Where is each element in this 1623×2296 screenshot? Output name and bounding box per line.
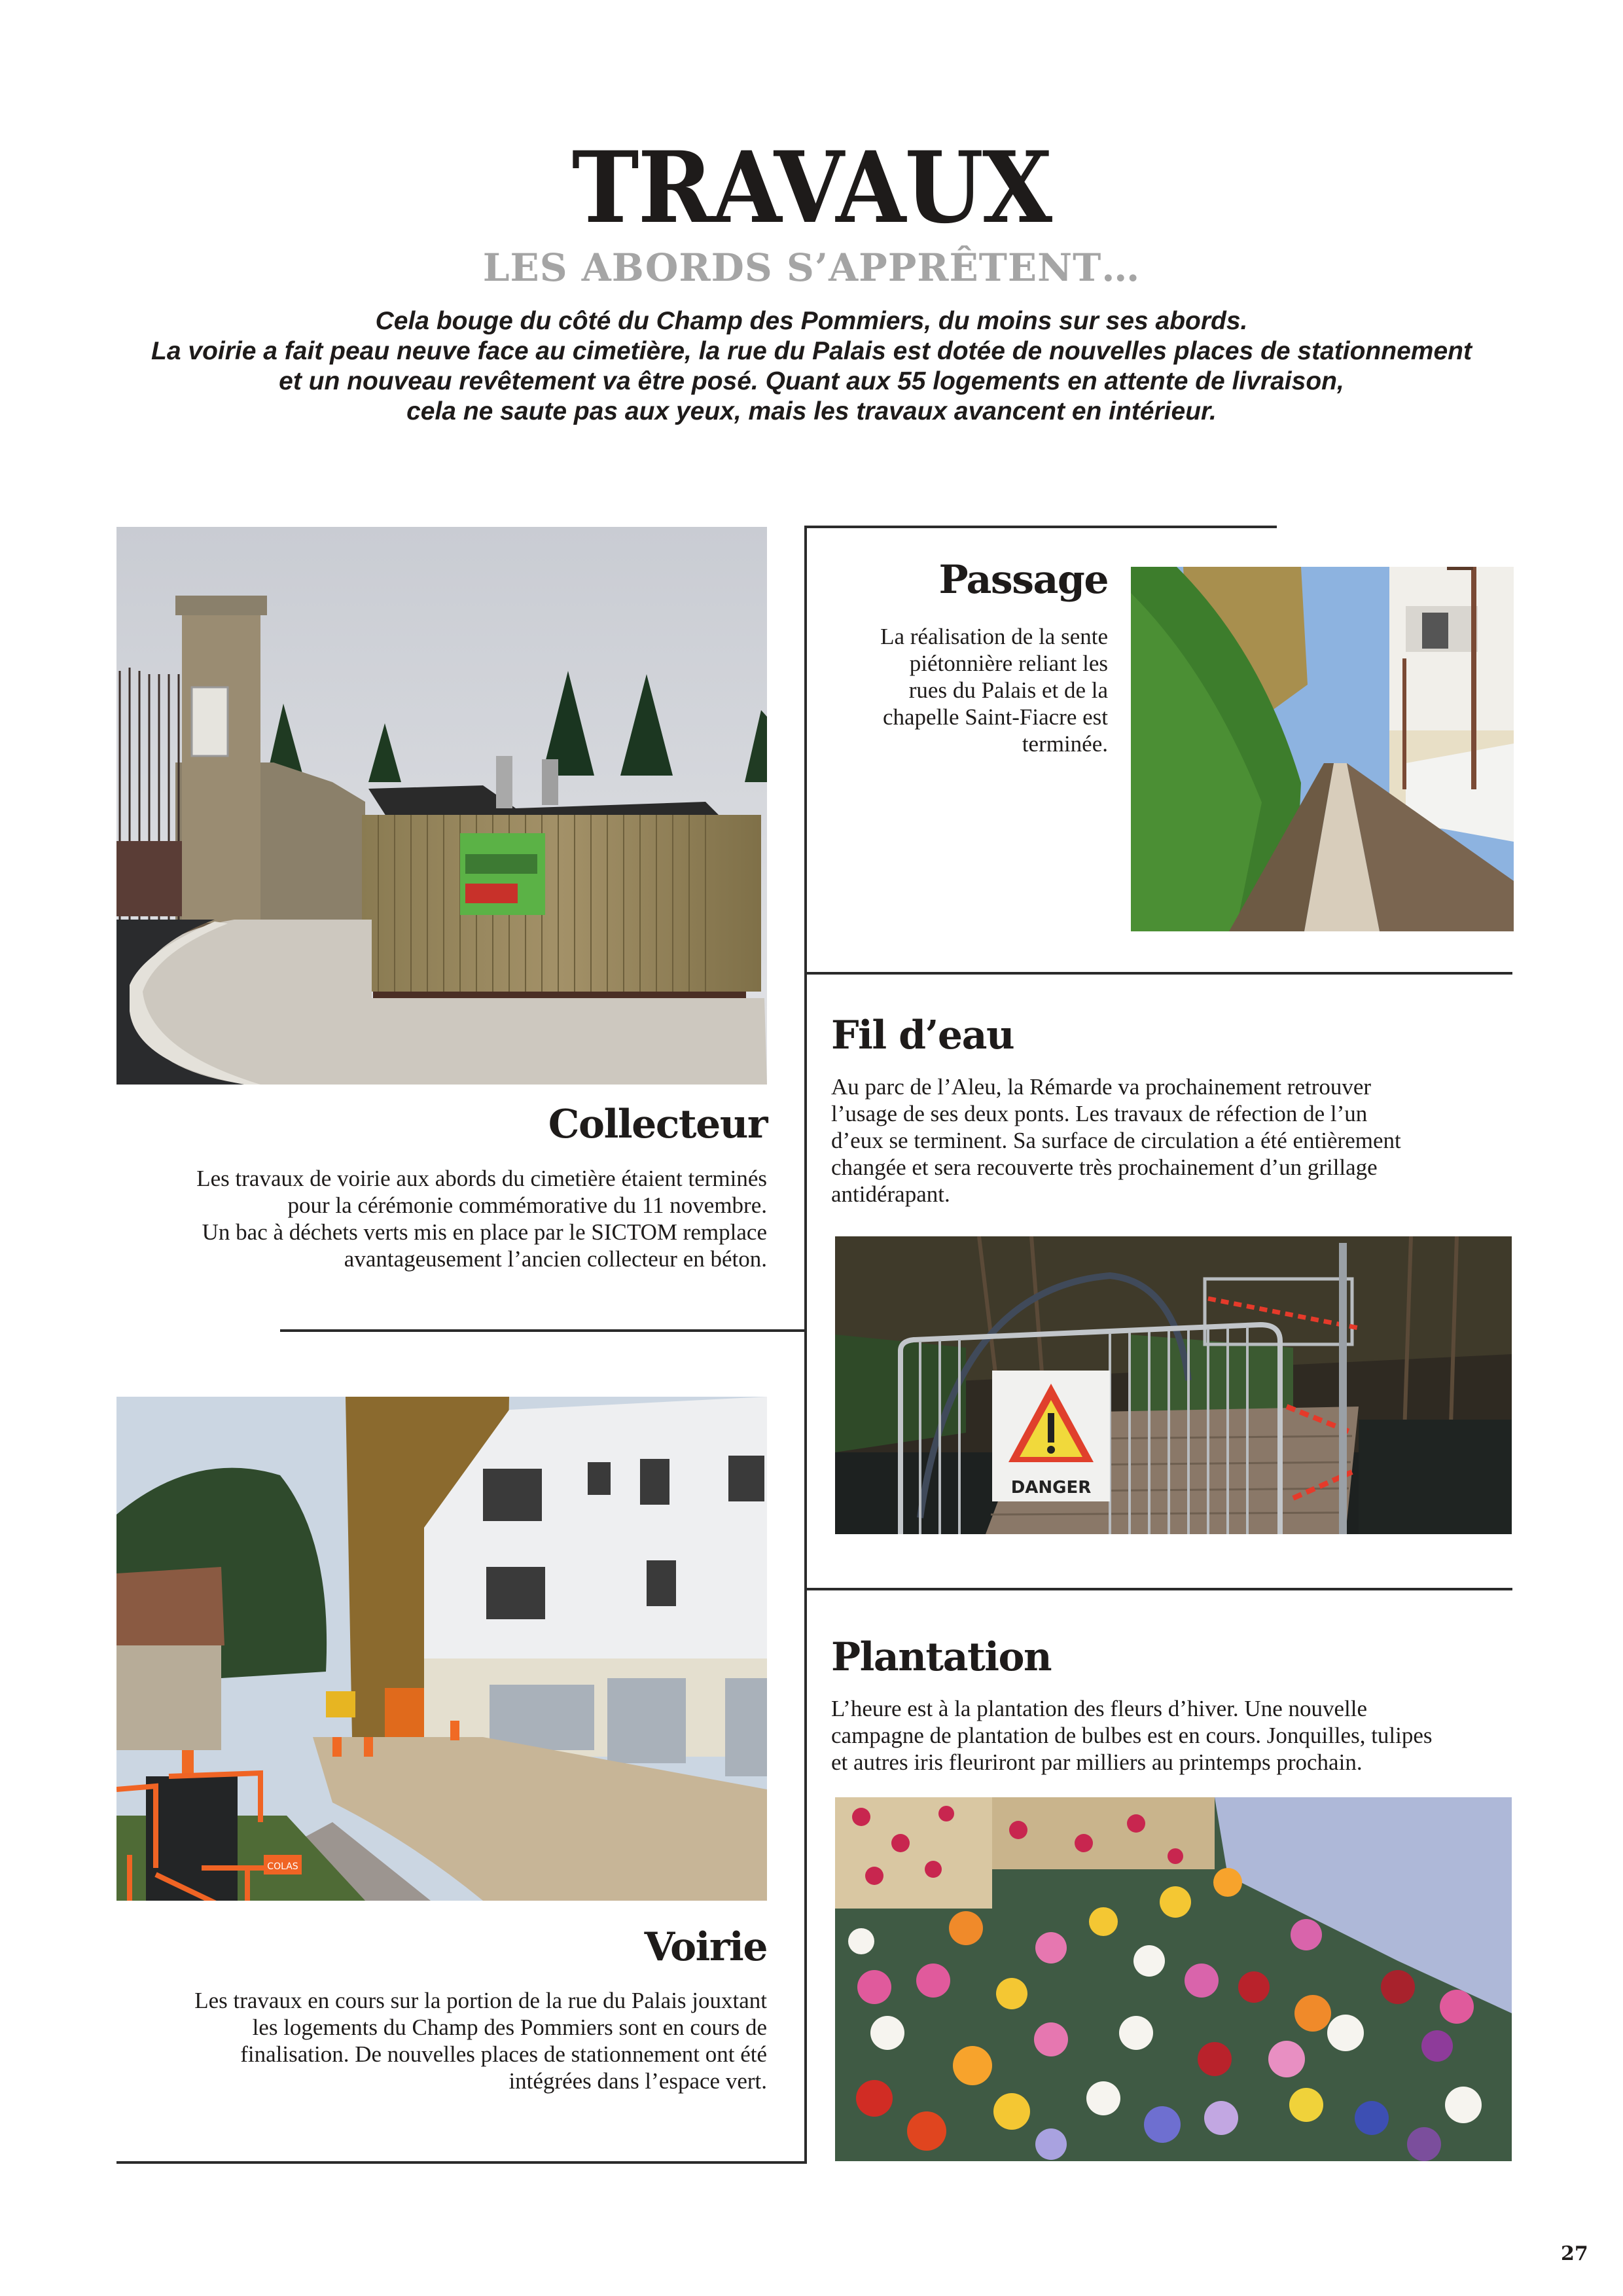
body-line: les logements du Champ des Pommiers sont en cours de <box>252 2015 767 2040</box>
body-line: terminée. <box>1022 731 1108 757</box>
passage-photo <box>1131 567 1514 931</box>
body-line: chapelle Saint-Fiacre est <box>882 704 1108 730</box>
divider-collecteur-voirie <box>280 1329 807 1332</box>
page-number: 27 <box>1561 2242 1588 2265</box>
page-title: TRAVAUX <box>571 130 1052 245</box>
page-subtitle: LES ABORDS S’APPRÊTENT… <box>482 245 1141 290</box>
body-line: campagne de plantation de bulbes est en cours. Jonquilles, tulipes <box>831 1723 1433 1748</box>
passage-body <box>818 623 1108 757</box>
body-line: finalisation. De nouvelles places de stationnement ont été <box>240 2041 767 2067</box>
fildeau-heading: Fil d’eau <box>831 1013 1014 1058</box>
body-line: et autres iris fleuriront par milliers au printemps prochain. <box>831 1749 1363 1775</box>
body-line: L’heure est à la plantation des fleurs d’hiver. Une nouvelle <box>831 1696 1367 1721</box>
body-line: antidérapant. <box>831 1181 950 1207</box>
passage-heading: Passage <box>938 557 1108 603</box>
collecteur-body <box>116 1165 767 1272</box>
colas-label: COLAS <box>267 1861 298 1872</box>
voirie-photo <box>116 1397 767 1901</box>
plantation-body <box>831 1695 1512 1776</box>
voirie-heading: Voirie <box>644 1924 767 1970</box>
collecteur-photo <box>116 527 767 1085</box>
intro-line: cela ne saute pas aux yeux, mais les travaux avancent en intérieur. <box>406 397 1217 425</box>
intro-line: et un nouveau revêtement va être posé. Quant aux 55 logements en attente de livraison, <box>279 367 1344 395</box>
body-line: pour la cérémonie commémorative du 11 novembre. <box>287 1193 767 1218</box>
body-line: Un bac à déchets verts mis en place par le SICTOM remplace <box>202 1219 767 1245</box>
divider-bottom-left <box>116 2161 807 2164</box>
fildeau-body <box>831 1073 1512 1208</box>
body-line: avantageusement l’ancien collecteur en béton. <box>344 1246 767 1272</box>
voirie-body <box>116 1987 767 2094</box>
danger-sign-text: DANGER <box>1010 1478 1092 1498</box>
body-line: rues du Palais et de la <box>908 677 1108 703</box>
fildeau-photo <box>835 1236 1512 1534</box>
body-line: intégrées dans l’espace vert. <box>508 2068 767 2094</box>
body-line: piétonnière reliant les <box>909 651 1108 676</box>
plantation-photo <box>835 1797 1512 2161</box>
body-line: Au parc de l’Aleu, la Rémarde va prochainement retrouver <box>831 1074 1372 1100</box>
body-line: l’usage de ses deux ponts. Les travaux de réfection de l’un <box>831 1101 1368 1126</box>
body-line: Les travaux de voirie aux abords du cimetière étaient terminés <box>196 1166 767 1191</box>
divider-fildeau-plantation <box>804 1588 1512 1590</box>
body-line: d’eux se terminent. Sa surface de circulation a été entièrement <box>831 1128 1401 1153</box>
body-line: changée et sera recouverte très prochainement d’un grillage <box>831 1155 1378 1180</box>
plantation-heading: Plantation <box>831 1634 1052 1680</box>
collecteur-heading: Collecteur <box>548 1102 767 1147</box>
divider-passage-fildeau <box>804 972 1512 975</box>
intro-line: La voirie a fait peau neuve face au cimetière, la rue du Palais est dotée de nouvelles places de stationnement <box>151 337 1472 365</box>
body-line: La réalisation de la sente <box>880 624 1108 649</box>
body-line: Les travaux en cours sur la portion de la rue du Palais jouxtant <box>194 1988 767 2013</box>
vertical-divider <box>804 526 807 2164</box>
intro-paragraph <box>92 306 1531 427</box>
intro-line: Cela bouge du côté du Champ des Pommiers, du moins sur ses abords. <box>375 307 1248 335</box>
divider-top-right <box>804 526 1277 528</box>
